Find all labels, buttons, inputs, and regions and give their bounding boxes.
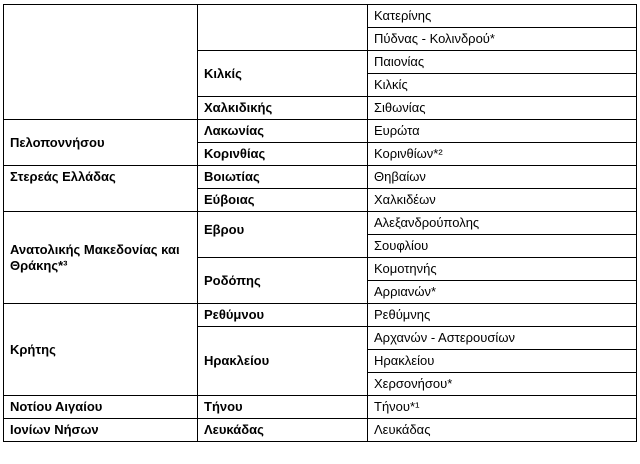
unit-cell: Ηρακλείου: [198, 327, 368, 396]
municipality-cell: Σιθωνίας: [368, 97, 637, 120]
unit-cell: Ροδόπης: [198, 258, 368, 304]
unit-cell: [198, 5, 368, 51]
municipality-cell: Χαλκιδέων: [368, 189, 637, 212]
municipality-cell: Κομοτηνής: [368, 258, 637, 281]
region-cell: Κρήτης: [4, 304, 198, 396]
table-row: [4, 166, 637, 189]
municipality-cell: Θηβαίων: [368, 166, 637, 189]
municipalities-table: [3, 4, 637, 442]
unit-cell: Λευκάδας: [198, 419, 368, 442]
municipality-cell: Αρριανών*: [368, 281, 637, 304]
table-row: [4, 5, 637, 28]
municipality-cell: Ηρακλείου: [368, 350, 637, 373]
unit-cell: Τήνου: [198, 396, 368, 419]
table-row: [4, 212, 637, 235]
region-cell: Ανατολικής Μακεδονίας και Θράκης*³: [4, 212, 198, 304]
municipality-cell: Τήνου*¹: [368, 396, 637, 419]
municipality-cell: Παιονίας: [368, 51, 637, 74]
municipality-cell: Πύδνας - Κολινδρού*: [368, 28, 637, 51]
municipality-cell: Χερσονήσου*: [368, 373, 637, 396]
unit-cell: Ρεθύμνου: [198, 304, 368, 327]
table-row: [4, 120, 637, 143]
unit-cell: Εύβοιας: [198, 189, 368, 212]
municipality-cell: Ρεθύμνης: [368, 304, 637, 327]
municipality-cell: Αρχανών - Αστερουσίων: [368, 327, 637, 350]
table-row: [4, 304, 637, 327]
region-cell: Πελοποννήσου: [4, 120, 198, 166]
municipality-cell: Κιλκίς: [368, 74, 637, 97]
unit-cell: Λακωνίας: [198, 120, 368, 143]
municipality-cell: Κορινθίων*²: [368, 143, 637, 166]
table-row: [4, 419, 637, 442]
municipality-cell: Αλεξανδρούπολης: [368, 212, 637, 235]
unit-cell: Εβρου: [198, 212, 368, 258]
region-cell: Νοτίου Αιγαίου: [4, 396, 198, 419]
region-cell: Στερεάς Ελλάδας: [4, 166, 198, 212]
municipality-cell: Ευρώτα: [368, 120, 637, 143]
unit-cell: Κιλκίς: [198, 51, 368, 97]
unit-cell: Κορινθίας: [198, 143, 368, 166]
municipality-cell: Σουφλίου: [368, 235, 637, 258]
municipality-cell: Λευκάδας: [368, 419, 637, 442]
municipality-cell: Κατερίνης: [368, 5, 637, 28]
region-cell: [4, 5, 198, 120]
unit-cell: Χαλκιδικής: [198, 97, 368, 120]
table-row: [4, 396, 637, 419]
region-cell: Ιονίων Νήσων: [4, 419, 198, 442]
unit-cell: Βοιωτίας: [198, 166, 368, 189]
